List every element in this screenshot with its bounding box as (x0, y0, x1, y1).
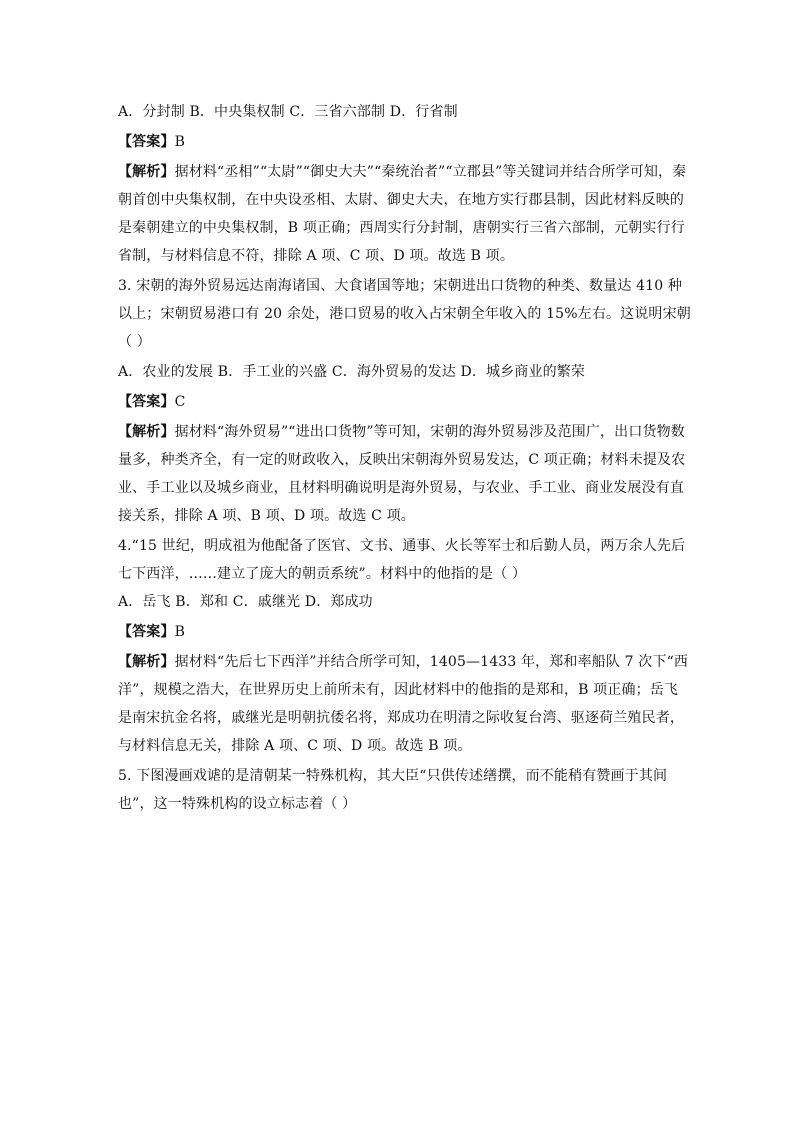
options-line: A．分封制 B．中央集权制 C．三省六部制 D．行省制 (118, 104, 458, 120)
question-3-analysis (118, 418, 686, 530)
stem-text: 3. 宋朝的海外贸易远达南海诸国、大食诸国等地；宋朝进出口货物的种类、数量达 410 种 (118, 278, 683, 294)
answer-tag: 【答案】 (118, 134, 175, 150)
question-4-stem (118, 532, 686, 588)
analysis-text: 据材料“先后七下西洋”并结合所学可知，1405—1433 年，郑和率船队 7 次下“西 (174, 654, 689, 670)
stem-text: 七下西洋，……建立了庞大的朝贡系统”。材料中的他指的是（ ） (118, 566, 527, 582)
question-5-stem (118, 762, 686, 818)
analysis-text: 朝首创中央集权制，在中央设丞相、太尉、御史大夫，在地方实行郡县制，因此材料反映的 (118, 192, 684, 208)
analysis-text: 是秦朝建立的中央集权制，B 项正确；西周实行分封制，唐朝实行三省六部制，元朝实行行 (118, 220, 685, 236)
analysis-text: 洋”，规模之浩大，在世界历史上前所未有，因此材料中的他指的是郑和，B 项正确；岳飞 (118, 682, 679, 698)
document-content (118, 98, 691, 818)
analysis-text: 是南宋抗金名将，戚继光是明朝抗倭名将，郑成功在明清之际收复台湾、驱逐荷兰殖民者， (118, 710, 684, 726)
answer-value: B (174, 624, 186, 640)
question-3-answer (118, 388, 686, 416)
analysis-text: 量多，种类齐全，有一定的财政收入，反映出宋朝海外贸易发达，C 项正确；材料未提及农 (118, 452, 686, 468)
answer-tag: 【答案】 (118, 624, 175, 640)
answer-tag: 【答案】 (118, 394, 175, 410)
question-3-stem (118, 272, 691, 356)
stem-text: 5. 下图漫画戏谑的是清朝某一特殊机构，其大臣“只供传述缮撰，而不能稍有赞画于其间 (118, 768, 668, 784)
analysis-text: 据材料“丞相”“太尉”“御史大夫”“秦统治者”“立郡县”等关键词并结合所学可知，秦 (174, 164, 687, 180)
analysis-tag: 【解析】 (118, 654, 175, 670)
options-line: A．岳飞 B．郑和 C．戚继光 D．郑成功 (118, 594, 373, 610)
stem-text: （ ） (118, 334, 151, 350)
question-2-answer (118, 128, 686, 156)
analysis-text: 与材料信息无关，排除 A 项、C 项、D 项。故选 B 项。 (118, 738, 472, 754)
analysis-text: 业、手工业以及城乡商业，且材料明确说明是海外贸易，与农业、手工业、商业发展没有直 (118, 480, 684, 496)
analysis-tag: 【解析】 (118, 424, 175, 440)
stem-text: 以上；宋朝贸易港口有 20 余处，港口贸易的收入占宋朝全年收入的 15%左右。这说明宋朝 (118, 306, 691, 322)
analysis-text: 省制，与材料信息不符，排除 A 项、C 项、D 项。故选 B 项。 (118, 248, 514, 264)
question-4-answer (118, 618, 686, 646)
question-3-options (118, 358, 686, 386)
answer-value: C (174, 394, 186, 410)
question-4-analysis (118, 648, 689, 760)
stem-text: 也”，这一特殊机构的设立标志着（ ） (118, 796, 357, 812)
question-4-options (118, 588, 686, 616)
analysis-text: 据材料“海外贸易”“进出口货物”等可知，宋朝的海外贸易涉及范围广，出口货物数 (174, 424, 685, 440)
stem-text: 4.“15 世纪，明成祖为他配备了医官、文书、通事、火长等军士和后勤人员，两万余人先后 (118, 538, 686, 554)
analysis-tag: 【解析】 (118, 164, 175, 180)
answer-value: B (174, 134, 186, 150)
question-2-analysis (118, 158, 686, 270)
options-line: A．农业的发展 B．手工业的兴盛 C．海外贸易的发达 D．城乡商业的繁荣 (118, 364, 586, 380)
analysis-text: 接关系，排除 A 项、B 项、D 项。故选 C 项。 (118, 508, 415, 524)
question-2-options (118, 98, 686, 126)
